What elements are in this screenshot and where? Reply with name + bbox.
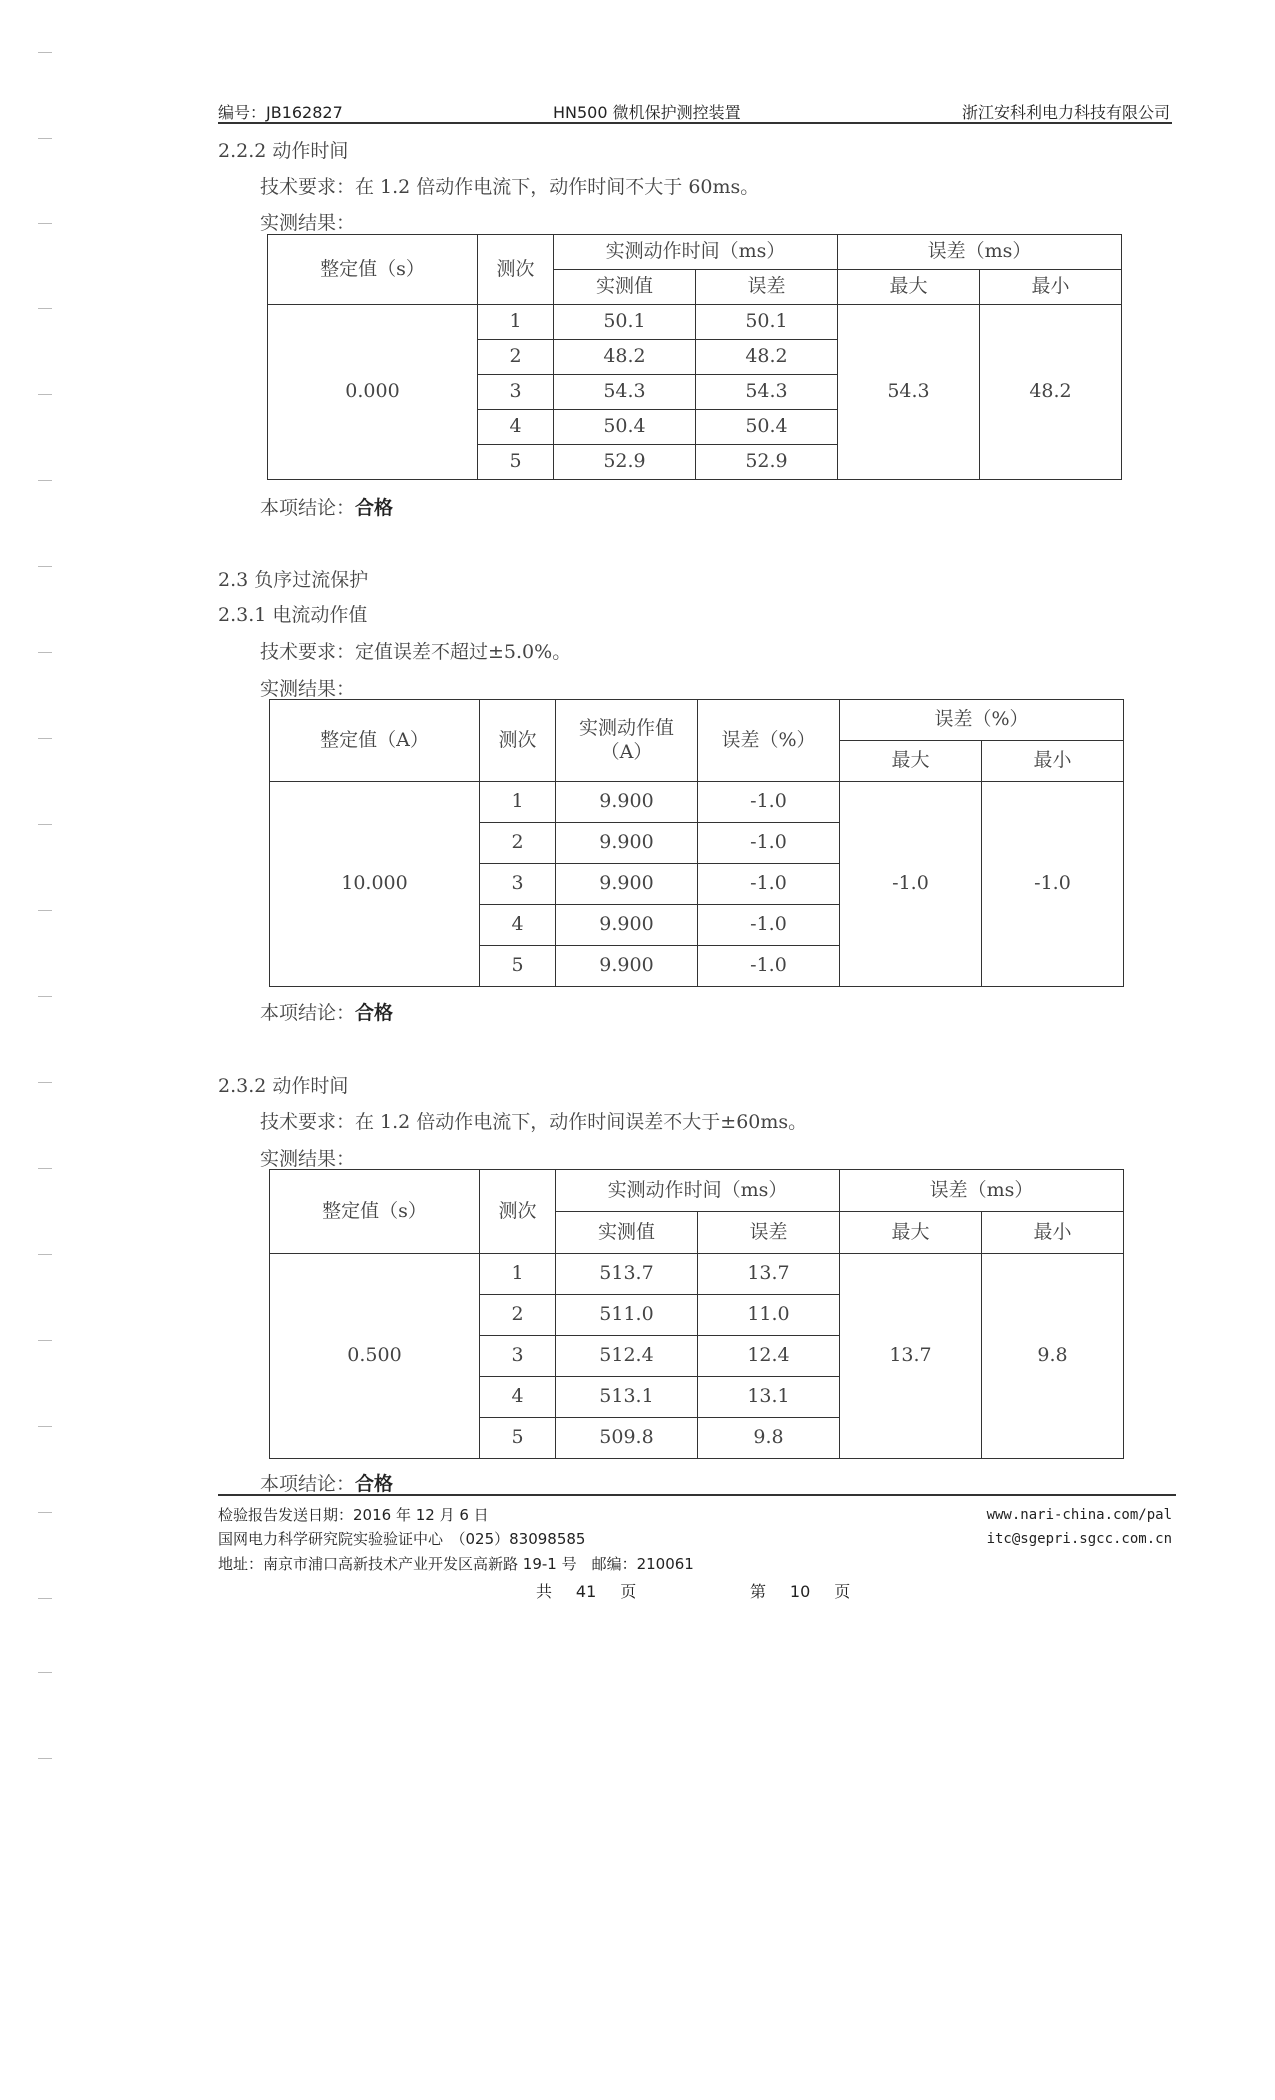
table-cell-error: 48.2 [696,340,838,375]
table-cell-error: 50.1 [696,305,838,340]
table-cell-error: -1.0 [698,864,840,905]
scan-mark [38,738,52,739]
table-cell-value: 50.4 [554,410,696,445]
scan-mark [38,1758,52,1759]
table-cell-value: 50.1 [554,305,696,340]
table-cell-error: 54.3 [696,375,838,410]
scan-mark [38,1254,52,1255]
table-cell-value: 9.900 [556,946,698,987]
max-error-value: -1.0 [840,782,982,987]
email-link[interactable]: itc@sgepri.sgcc.com.cn [986,1531,1172,1547]
scan-mark [38,1426,52,1427]
table-cell-error: -1.0 [698,823,840,864]
table-cell-error: -1.0 [698,905,840,946]
table-cell-value: 509.8 [556,1418,698,1459]
conclusion-value: 合格 [355,1002,394,1024]
results-table-2-2-2 [267,234,1122,480]
col-header-max: 最大 [840,741,982,782]
table-cell-count: 4 [478,410,554,445]
table-cell-count: 3 [480,864,556,905]
scan-mark [38,652,52,653]
table-cell-value: 513.1 [556,1377,698,1418]
section-title-2-3-1: 2.3.1 电流动作值 [218,604,368,626]
scan-mark [38,996,52,997]
col-header-error: 误差（%） [698,700,840,782]
page-number [750,1579,850,1602]
table-cell-value: 511.0 [556,1295,698,1336]
scan-mark [38,1340,52,1341]
scan-mark [38,308,52,309]
col-header-setting: 整定值（A） [270,700,480,782]
col-header-max: 最大 [838,270,980,305]
min-error-value: 48.2 [980,305,1122,480]
col-header-error-group: 误差（%） [840,700,1124,741]
table-cell-error: 13.7 [698,1254,840,1295]
scan-mark [38,138,52,139]
page-number-prefix: 第 [750,1582,767,1601]
result-label-2-3-1: 实测结果： [260,678,356,700]
table-cell-value: 9.900 [556,823,698,864]
scan-mark [38,394,52,395]
table-cell-value: 54.3 [554,375,696,410]
section-title-2-2-2: 2.2.2 动作时间 [218,140,349,162]
col-header-measured-unit: （A） [600,740,653,763]
max-error-value: 13.7 [840,1254,982,1459]
col-header-measured-time: 实测动作时间（ms） [554,235,838,270]
total-pages-value: 41 [575,1582,597,1601]
col-header-count: 测次 [480,700,556,782]
scan-mark [38,566,52,567]
col-header-max: 最大 [840,1212,982,1254]
table-cell-error: 13.1 [698,1377,840,1418]
page-header [218,98,1170,124]
total-pages [536,1579,636,1602]
table-cell-error: 12.4 [698,1336,840,1377]
table-cell-count: 2 [480,823,556,864]
total-pages-suffix: 页 [620,1582,637,1601]
col-header-error-group: 误差（ms） [838,235,1122,270]
report-number: 编号：JB162827 [218,103,343,122]
result-label-2-3-2: 实测结果： [260,1148,356,1170]
table-cell-count: 1 [480,782,556,823]
scan-mark [38,1672,52,1673]
col-header-error: 误差 [696,270,838,305]
conclusion-label: 本项结论： [260,497,356,519]
scan-mark [38,1168,52,1169]
scan-mark [38,1082,52,1083]
table-cell-value: 9.900 [556,782,698,823]
table-cell-count: 2 [480,1295,556,1336]
section-title-2-3: 2.3 负序过流保护 [218,569,369,591]
results-table-2-3-2 [269,1169,1124,1459]
scan-mark [38,480,52,481]
website-link[interactable]: www.nari-china.com/pal [986,1507,1172,1523]
col-header-measured-label: 实测动作值 [578,716,674,739]
setting-value: 10.000 [270,782,480,987]
page-number-suffix: 页 [834,1582,851,1601]
scan-mark [38,910,52,911]
table-cell-value: 52.9 [554,445,696,480]
result-label-2-2-2: 实测结果： [260,212,356,234]
total-pages-prefix: 共 [536,1582,553,1601]
col-header-measured [556,700,698,782]
col-header-error: 误差 [698,1212,840,1254]
min-error-value: -1.0 [982,782,1124,987]
test-center: 国网电力科学研究院实验验证中心 （025）83098585 [218,1530,586,1548]
conclusion-value: 合格 [355,497,394,519]
col-header-count: 测次 [478,235,554,305]
col-header-measured: 实测值 [556,1212,698,1254]
section-title-2-3-2: 2.3.2 动作时间 [218,1075,349,1097]
scan-mark [38,1512,52,1513]
issue-date: 检验报告发送日期：2016 年 12 月 6 日 [218,1506,489,1524]
requirement-2-3-2: 技术要求：在 1.2 倍动作电流下，动作时间误差不大于±60ms。 [260,1111,808,1133]
conclusion-2-3-1 [260,998,393,1025]
requirement-2-3-1: 技术要求：定值误差不超过±5.0%。 [260,641,572,663]
col-header-setting: 整定值（s） [268,235,478,305]
table-cell-count: 5 [480,1418,556,1459]
table-cell-error: 9.8 [698,1418,840,1459]
table-cell-count: 3 [478,375,554,410]
table-cell-error: 52.9 [696,445,838,480]
table-cell-count: 5 [480,946,556,987]
table-cell-count: 2 [478,340,554,375]
col-header-min: 最小 [982,1212,1124,1254]
conclusion-label: 本项结论： [260,1002,356,1024]
col-header-min: 最小 [982,741,1124,782]
company-name: 浙江安科利电力科技有限公司 [961,103,1170,122]
scan-mark [38,223,52,224]
table-cell-count: 1 [478,305,554,340]
col-header-setting: 整定值（s） [270,1170,480,1254]
col-header-count: 测次 [480,1170,556,1254]
col-header-measured-time: 实测动作时间（ms） [556,1170,840,1212]
table-cell-count: 4 [480,1377,556,1418]
col-header-measured: 实测值 [554,270,696,305]
table-cell-value: 513.7 [556,1254,698,1295]
table-cell-error: 11.0 [698,1295,840,1336]
address: 地址：南京市浦口高新技术产业开发区高新路 19-1 号 邮编：210061 [218,1555,694,1573]
table-cell-count: 5 [478,445,554,480]
setting-value: 0.500 [270,1254,480,1459]
conclusion-2-3-2 [260,1469,393,1496]
requirement-2-2-2: 技术要求：在 1.2 倍动作电流下，动作时间不大于 60ms。 [260,176,760,198]
table-cell-error: 50.4 [696,410,838,445]
conclusion-value: 合格 [355,1473,394,1495]
scan-mark [38,52,52,53]
table-cell-value: 48.2 [554,340,696,375]
min-error-value: 9.8 [982,1254,1124,1459]
table-cell-error: -1.0 [698,782,840,823]
header-rule [218,122,1172,124]
table-cell-error: -1.0 [698,946,840,987]
max-error-value: 54.3 [838,305,980,480]
scan-mark [38,824,52,825]
table-cell-value: 9.900 [556,864,698,905]
table-cell-value: 512.4 [556,1336,698,1377]
footer-rule [218,1494,1176,1496]
col-header-min: 最小 [980,270,1122,305]
table-cell-value: 9.900 [556,905,698,946]
setting-value: 0.000 [268,305,478,480]
device-name: HN500 微机保护测控装置 [553,103,741,122]
col-header-error-group: 误差（ms） [840,1170,1124,1212]
conclusion-2-2-2 [260,493,393,520]
page-number-value: 10 [789,1582,811,1601]
table-cell-count: 1 [480,1254,556,1295]
table-cell-count: 4 [480,905,556,946]
scan-mark [38,1598,52,1599]
table-cell-count: 3 [480,1336,556,1377]
results-table-2-3-1 [269,699,1124,987]
conclusion-label: 本项结论： [260,1473,356,1495]
